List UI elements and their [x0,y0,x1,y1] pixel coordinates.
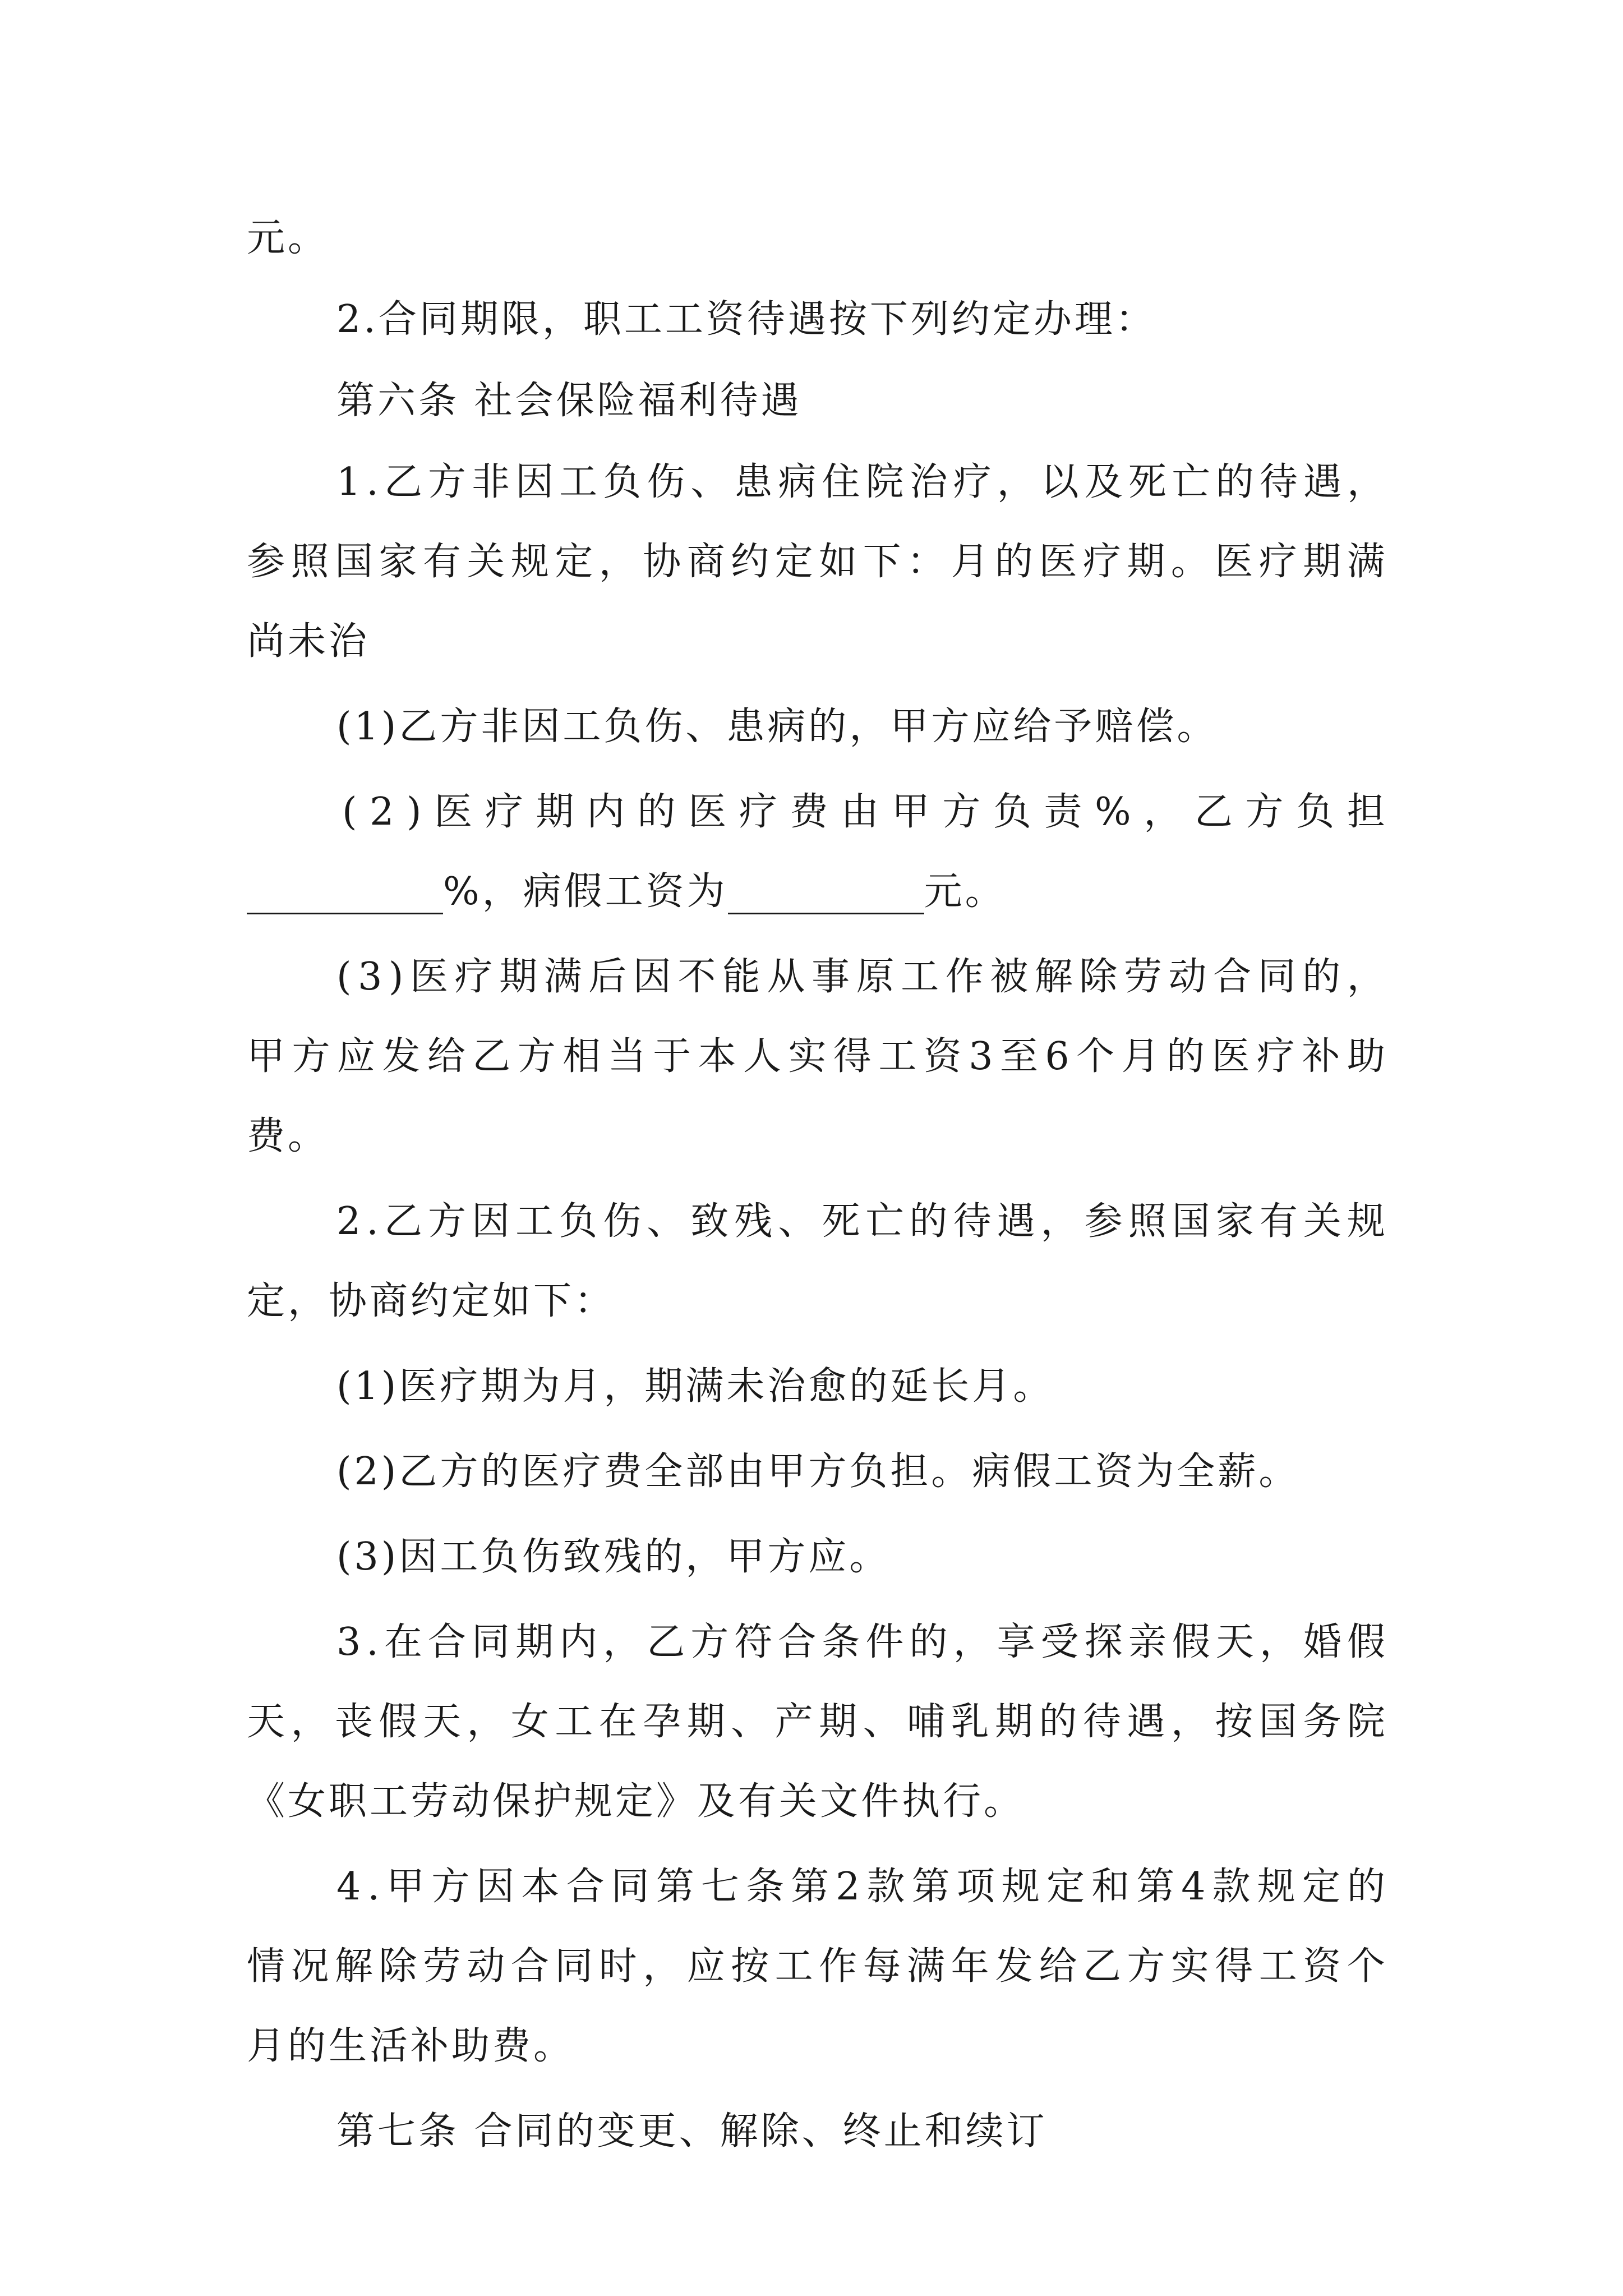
section-heading: 第六条 社会保险福利待遇 [336,379,802,423]
text-line: (1)医疗期为月，期满未治愈的延长月。 [336,1364,1054,1409]
fill-in-line [247,869,1385,914]
text-line: ( 2 ) 医 疗 期 内 的 医 疗 费 由 甲 方 负 责 % ， 乙 方 负 担 [342,790,1385,834]
text-line: (2)乙方的医疗费全部由甲方负担。病假工资为全薪。 [336,1450,1300,1494]
text-line: 甲 方 应 发 给 乙 方 相 当 于 本 人 实 得 工 资 3 至 6 个 月 的 医 疗 补 助 [247,1034,1385,1079]
blank-underline [247,873,443,914]
text-segment: 元。 [924,869,1006,914]
text-line: 参 照 国 家 有 关 规 定 ， 协 商 约 定 如 下 ： 月 的 医 疗 期 。 医 疗 期 满 [247,540,1385,584]
text-line: (3)因工负伤致残的，甲方应。 [336,1535,891,1579]
text-line: 4 . 甲 方 因 本 合 同 第 七 条 第 2 款 第 项 规 定 和 第 4 款 规 定 的 [336,1865,1385,1909]
text-line: ( 3 ) 医 疗 期 满 后 因 不 能 从 事 原 工 作 被 解 除 劳 动 合 同 的 ， [336,955,1385,999]
text-line: 月的生活补助费。 [247,2024,575,2068]
text-line: 尚未治 [247,619,370,664]
text-line: 3 . 在 合 同 期 内 ， 乙 方 符 合 条 件 的 ， 享 受 探 亲 假 天 ， 婚 假 [336,1620,1385,1664]
document-body [247,216,1385,2154]
text-line: 1 . 乙 方 非 因 工 负 伤 、 患 病 住 院 治 疗 ， 以 及 死 亡 的 待 遇 ， [336,460,1385,504]
text-line: 2.合同期限，职工工资待遇按下列约定办理： [336,297,1156,342]
section-heading: 第七条 合同的变更、解除、终止和续订 [336,2109,1048,2154]
text-line: 2 . 乙 方 因 工 负 伤 、 致 残 、 死 亡 的 待 遇 ， 参 照 国 家 有 关 规 [336,1199,1385,1244]
text-line: (1)乙方非因工负伤、患病的，甲方应给予赔偿。 [336,705,1218,749]
text-segment: %，病假工资为 [443,869,728,914]
text-line: 天 ， 丧 假 天 ， 女 工 在 孕 期 、 产 期 、 哺 乳 期 的 待 遇 ， 按 国 务 院 [247,1700,1385,1744]
text-line: 情 况 解 除 劳 动 合 同 时 ， 应 按 工 作 每 满 年 发 给 乙 方 实 得 工 资 个 [247,1944,1385,1989]
text-line: 《女职工劳动保护规定》及有关文件执行。 [247,1779,1025,1824]
blank-underline [728,873,924,914]
text-line: 定，协商约定如下： [247,1279,616,1323]
text-line: 元。 [247,216,329,260]
text-line: 费。 [247,1114,329,1158]
